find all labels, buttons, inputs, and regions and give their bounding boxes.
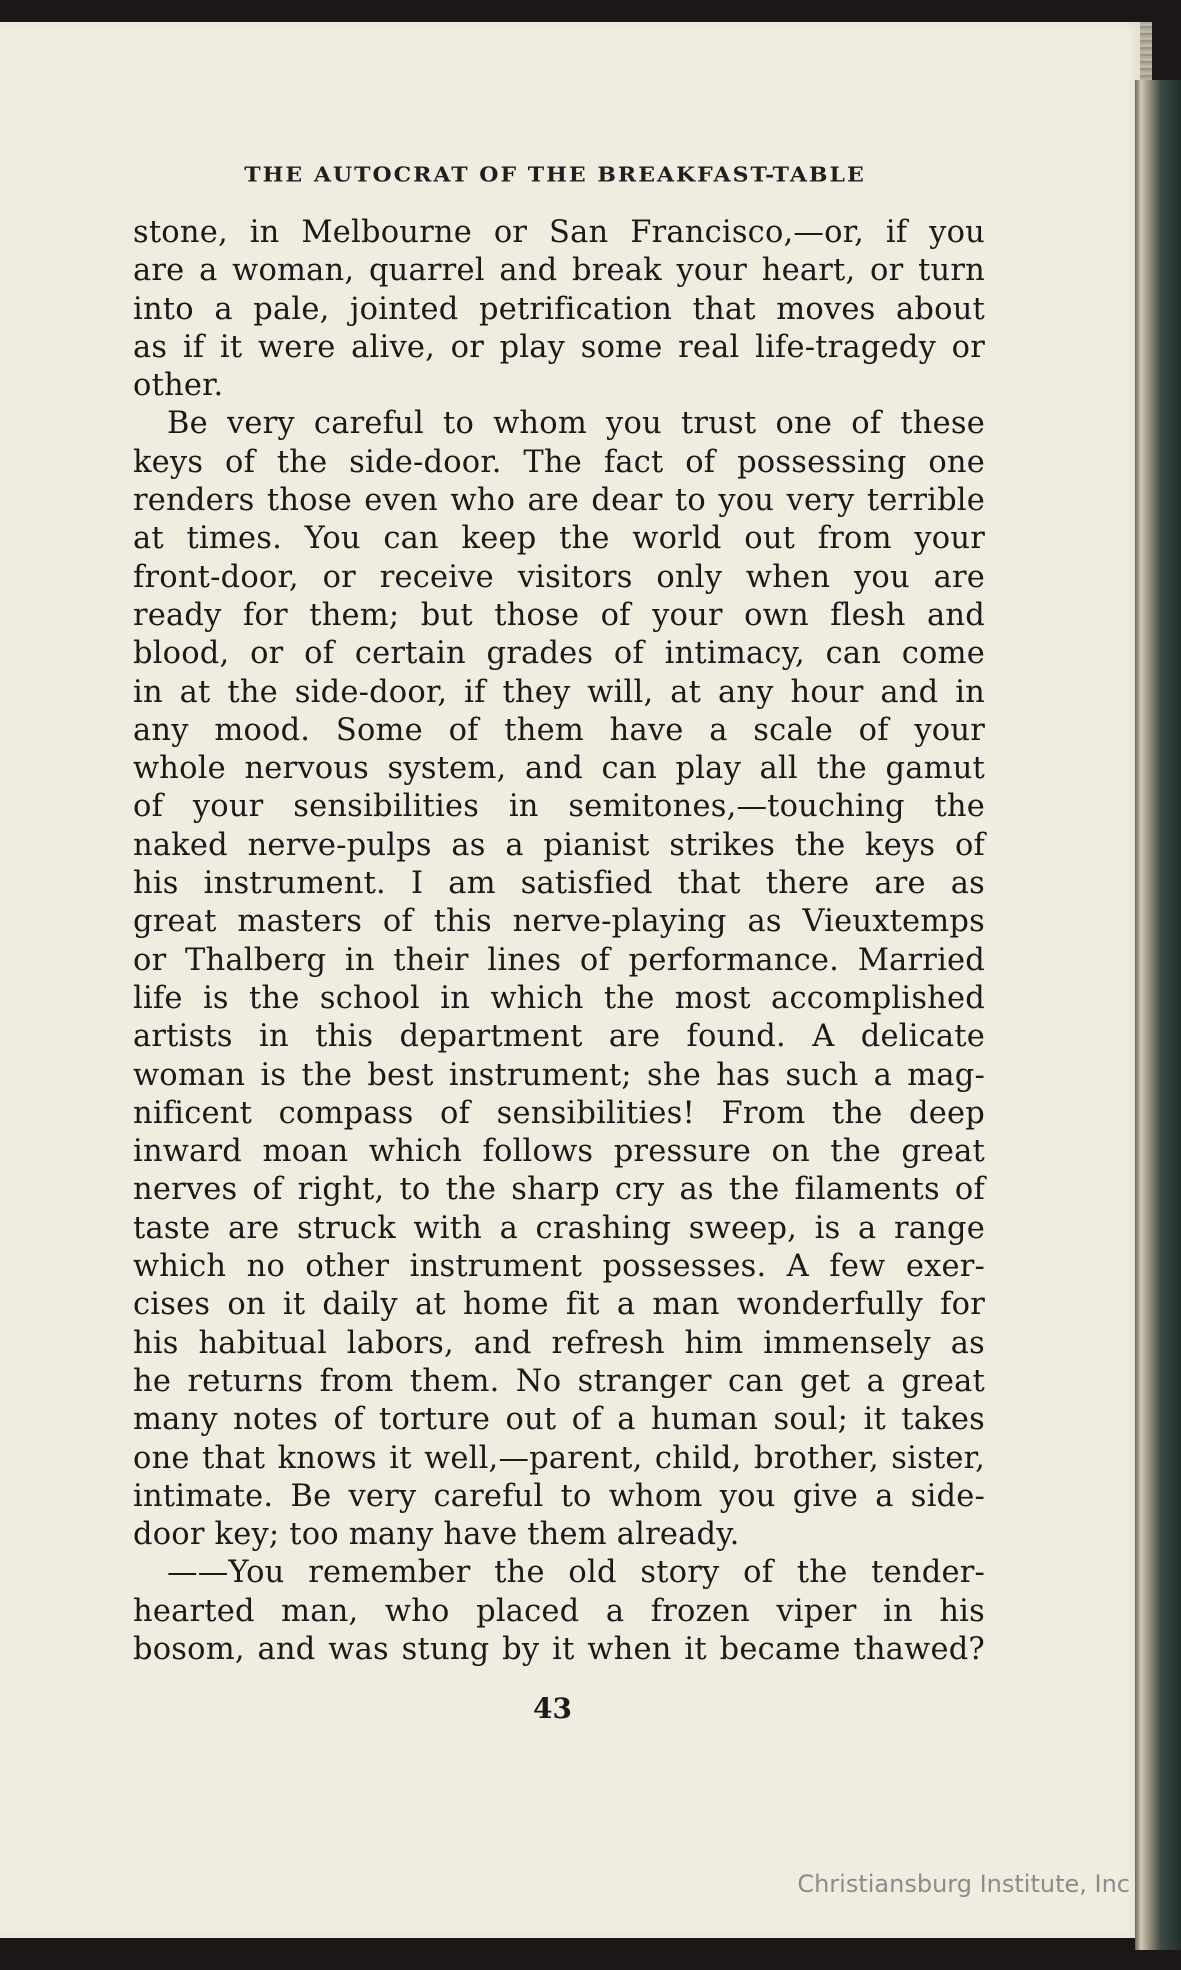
text-line: are a woman, quarrel and break your heart, or turn [133, 253, 985, 289]
text-line: of your sensibilities in semitones,—touching the [133, 789, 985, 825]
text-line: into a pale, jointed petrification that moves about [133, 291, 985, 327]
text-line: whole nervous system, and can play all the gamut [133, 751, 985, 787]
text-line: one that knows it well,—parent, child, brother, sister, [133, 1440, 985, 1476]
text-line: keys of the side-door. The fact of possessing one [133, 444, 985, 480]
text-line: his instrument. I am satisfied that there are as [133, 866, 985, 902]
watermark: Christiansburg Institute, Inc [797, 1870, 1130, 1898]
text-line: naked nerve-pulps as a pianist strikes the keys of [133, 827, 985, 863]
text-line: which no other instrument possesses. A few exer- [133, 1249, 985, 1285]
text-line: Be very careful to whom you trust one of these [167, 406, 985, 442]
text-line: any mood. Some of them have a scale of your [133, 712, 985, 748]
text-line: woman is the best instrument; she has such a mag- [133, 1057, 985, 1093]
text-line: other. [133, 368, 224, 404]
text-line: his habitual labors, and refresh him immensely as [133, 1325, 985, 1361]
text-line: cises on it daily at home fit a man wonderfully for [133, 1287, 985, 1323]
text-line: artists in this department are found. A delicate [133, 1019, 985, 1055]
text-line: as if it were alive, or play some real life-tragedy or [133, 329, 985, 365]
text-line: renders those even who are dear to you very terrible [133, 483, 985, 519]
running-head: THE AUTOCRAT OF THE BREAKFAST-TABLE [244, 162, 866, 188]
text-line: blood, or of certain grades of intimacy, can come [133, 636, 985, 672]
text-line: many notes of torture out of a human soul; it takes [133, 1402, 985, 1438]
text-line: at times. You can keep the world out from your [133, 521, 985, 557]
text-line: he returns from them. No stranger can get a great [133, 1363, 985, 1399]
text-line: bosom, and was stung by it when it became thawed? [133, 1631, 985, 1667]
book-binding [1135, 80, 1181, 1950]
text-line: ——You remember the old story of the tender- [167, 1555, 985, 1591]
text-line: door key; too many have them already. [133, 1517, 740, 1553]
text-line: inward moan which follows pressure on the great [133, 1134, 985, 1170]
text-line: intimate. Be very careful to whom you give a side- [133, 1478, 985, 1514]
text-line: stone, in Melbourne or San Francisco,—or, if you [133, 215, 985, 250]
page-number: 43 [533, 1692, 572, 1725]
text-line: front-door, or receive visitors only when you are [133, 559, 985, 595]
text-line: ready for them; but those of your own flesh and [133, 597, 985, 633]
text-line: in at the side-door, if they will, at any hour and in [133, 674, 985, 710]
text-line: hearted man, who placed a frozen viper in his [133, 1593, 985, 1629]
text-line: nificent compass of sensibilities! From the deep [133, 1095, 985, 1131]
text-line: life is the school in which the most accomplished [133, 980, 985, 1016]
text-line: great masters of this nerve-playing as Vieuxtemps [133, 904, 985, 940]
text-line: nerves of right, to the sharp cry as the filaments of [133, 1172, 985, 1208]
text-line: or Thalberg in their lines of performance. Married [133, 942, 985, 978]
body-text [133, 214, 985, 1669]
text-line: taste are struck with a crashing sweep, is a range [133, 1210, 985, 1246]
